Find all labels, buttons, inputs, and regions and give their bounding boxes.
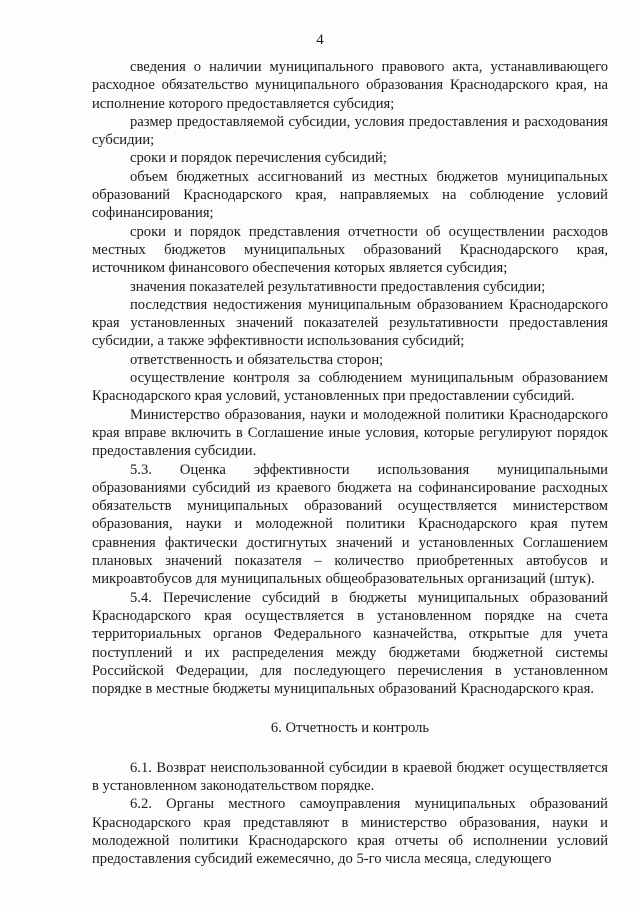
paragraph-consequences: последствия недостижения муниципальным образованием Краснодарского края установленных значений показателей результативности предоставления субсидии, а также эффективности использования субсидий; <box>92 296 608 350</box>
page-number: 4 <box>316 32 324 48</box>
paragraph-transfer-terms: сроки и порядок перечисления субсидий; <box>130 150 387 167</box>
paragraph-5-3: 5.3. Оценка эффективности использования муниципальными образованиями субсидий из краевого бюджета на софинансирование расходных обязательств муниципальных образований осуществляется министерством образования, науки и молодежной политики Краснодарского края путем сравнения фактически достигнутых значений и установленных Соглашением плановых значений показателя – количество приобретенных автобусов и микроавтобусов для муниципальных общеобразовательных организаций (штук). <box>92 461 608 588</box>
paragraph-6-1: 6.1. Возврат неиспользованной субсидии в краевой бюджет осуществляется в установленном законодательством порядке. <box>92 759 608 794</box>
paragraph-6-2: 6.2. Органы местного самоуправления муниципальных образований Краснодарского края представляют в министерство образования, науки и молодежной политики Краснодарского края отчеты об исполнении условий предоставления субсидий ежемесячно, до 5-го числа месяца, следующего <box>92 796 608 868</box>
paragraph-performance-indicators: значения показателей результативности предоставления субсидии; <box>130 278 546 295</box>
paragraph-subsidy-size: размер предоставляемой субсидии, условия предоставления и расходования субсидии; <box>92 113 608 149</box>
paragraph-ministry-rights: Министерство образования, науки и молодежной политики Краснодарского края вправе включить в Соглашение иные условия, которые регулируют порядок предоставления субсидии. <box>92 406 608 460</box>
document-body <box>92 58 608 868</box>
paragraph-subsidy-act-info: сведения о наличии муниципального правового акта, устанавливающего расходное обязательство муниципального образования Краснодарского края, на исполнение которого предоставляется субсидия; <box>92 59 608 112</box>
paragraph-control: осуществление контроля за соблюдением муниципальным образованием Краснодарского края условий, установленных при предоставлении субсидий. <box>92 370 608 405</box>
section-heading: 6. Отчетность и контроль <box>270 720 430 737</box>
paragraph-reporting-terms: сроки и порядок представления отчетности об осуществлении расходов местных бюджетов муниципальных образований Краснодарского края, источником финансового обеспечения которых является субсидия; <box>92 223 608 277</box>
paragraph-5-4: 5.4. Перечисление субсидий в бюджеты муниципальных образований Краснодарского края осуществляется в установленном порядке на счета территориальных органов Федерального казначейства, открытые для учета поступлений и их распределения между бюджетами бюджетной системы Российской Федерации, для последующего перечисления в установленном порядке в местные бюджеты муниципальных образований Краснодарского края. <box>92 589 608 698</box>
paragraph-cofinancing-volume: объем бюджетных ассигнований из местных бюджетов муниципальных образований Краснодарского края, направляемых на соблюдение условий софинансирования; <box>92 168 608 222</box>
paragraph-responsibility: ответственность и обязательства сторон; <box>130 351 384 368</box>
